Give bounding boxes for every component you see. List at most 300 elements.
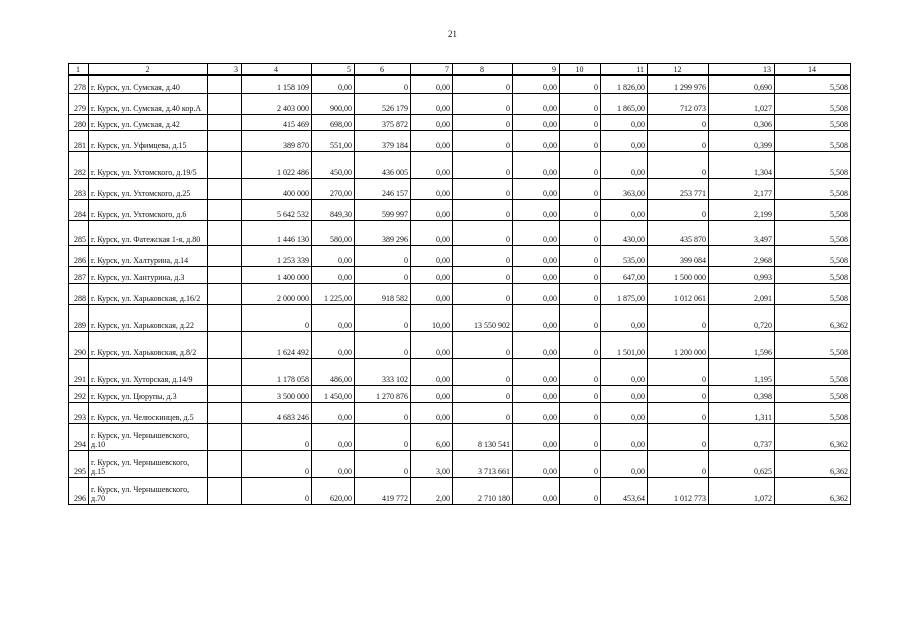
value-cell: 6,362: [775, 423, 851, 450]
value-cell: 2,00: [411, 477, 453, 504]
address-cell: г. Курск, ул. Хантурина, д.3: [89, 266, 208, 283]
value-cell: 0: [453, 93, 513, 114]
value-cell: [208, 423, 242, 450]
value-cell: 333 102: [355, 358, 411, 385]
value-cell: 0,398: [709, 385, 775, 402]
value-cell: 0,00: [411, 130, 453, 151]
value-cell: 5,508: [775, 402, 851, 423]
value-cell: 2 710 180: [453, 477, 513, 504]
table-row: [69, 114, 851, 130]
row-number: 283: [69, 178, 89, 199]
value-cell: 363,00: [601, 178, 648, 199]
value-cell: 419 772: [355, 477, 411, 504]
row-number: 286: [69, 245, 89, 266]
value-cell: 0,00: [411, 199, 453, 220]
value-cell: 0: [355, 423, 411, 450]
value-cell: 450,00: [312, 151, 355, 178]
value-cell: 0,00: [312, 304, 355, 331]
value-cell: 2 000 000: [242, 283, 312, 304]
row-number: 291: [69, 358, 89, 385]
value-cell: 0: [560, 151, 601, 178]
value-cell: 6,362: [775, 450, 851, 477]
value-cell: 0: [560, 423, 601, 450]
column-header: 7: [411, 64, 453, 76]
value-cell: 0: [648, 114, 709, 130]
value-cell: 1 400 000: [242, 266, 312, 283]
column-header: 12: [648, 64, 709, 76]
value-cell: 0,00: [601, 114, 648, 130]
value-cell: 551,00: [312, 130, 355, 151]
address-cell: г. Курск, ул. Чернышевского, д.70: [89, 477, 208, 504]
value-cell: 0: [648, 385, 709, 402]
value-cell: 0,00: [513, 423, 560, 450]
value-cell: 0: [560, 304, 601, 331]
value-cell: 0,00: [411, 385, 453, 402]
value-cell: 6,362: [775, 477, 851, 504]
value-cell: 0,737: [709, 423, 775, 450]
value-cell: 0,00: [312, 402, 355, 423]
value-cell: 0: [242, 477, 312, 504]
value-cell: 0,00: [411, 266, 453, 283]
table-row: [69, 130, 851, 151]
row-number: 287: [69, 266, 89, 283]
value-cell: 6,00: [411, 423, 453, 450]
value-cell: 0,00: [601, 402, 648, 423]
value-cell: 389 296: [355, 220, 411, 245]
address-cell: г. Курск, ул. Сумская, д.40: [89, 75, 208, 93]
value-cell: 0,00: [513, 304, 560, 331]
row-number: 279: [69, 93, 89, 114]
value-cell: 0: [560, 93, 601, 114]
value-cell: 0: [648, 423, 709, 450]
value-cell: 0: [560, 220, 601, 245]
value-cell: 3,497: [709, 220, 775, 245]
value-cell: 2 403 000: [242, 93, 312, 114]
value-cell: [208, 75, 242, 93]
value-cell: 0: [453, 283, 513, 304]
value-cell: [208, 178, 242, 199]
value-cell: 3 713 661: [453, 450, 513, 477]
row-number: 281: [69, 130, 89, 151]
value-cell: 0,00: [312, 75, 355, 93]
value-cell: 0,00: [513, 114, 560, 130]
value-cell: [208, 266, 242, 283]
row-number: 284: [69, 199, 89, 220]
value-cell: 712 073: [648, 93, 709, 114]
row-number: 292: [69, 385, 89, 402]
value-cell: 436 005: [355, 151, 411, 178]
value-cell: 620,00: [312, 477, 355, 504]
value-cell: 0,00: [513, 402, 560, 423]
value-cell: [208, 114, 242, 130]
column-header: 8: [453, 64, 513, 76]
value-cell: 1 624 492: [242, 331, 312, 358]
value-cell: 0,00: [601, 151, 648, 178]
value-cell: 0: [453, 385, 513, 402]
value-cell: 375 872: [355, 114, 411, 130]
value-cell: 0: [560, 450, 601, 477]
value-cell: 0: [560, 114, 601, 130]
value-cell: 599 997: [355, 199, 411, 220]
value-cell: 0,00: [601, 385, 648, 402]
value-cell: 0: [355, 331, 411, 358]
value-cell: 0,00: [601, 199, 648, 220]
value-cell: 1 012 773: [648, 477, 709, 504]
address-cell: г. Курск, ул. Ухтомского, д.25: [89, 178, 208, 199]
value-cell: 5,508: [775, 358, 851, 385]
value-cell: 435 870: [648, 220, 709, 245]
column-header: 6: [355, 64, 411, 76]
value-cell: 2,091: [709, 283, 775, 304]
table-row: [69, 331, 851, 358]
value-cell: 0: [453, 331, 513, 358]
value-cell: 0: [560, 178, 601, 199]
value-cell: 453,64: [601, 477, 648, 504]
value-cell: 0,625: [709, 450, 775, 477]
value-cell: 5,508: [775, 266, 851, 283]
value-cell: 5,508: [775, 199, 851, 220]
value-cell: [208, 450, 242, 477]
value-cell: 0: [453, 75, 513, 93]
value-cell: 0,00: [513, 331, 560, 358]
value-cell: 430,00: [601, 220, 648, 245]
value-cell: [208, 283, 242, 304]
value-cell: 647,00: [601, 266, 648, 283]
value-cell: 1 178 058: [242, 358, 312, 385]
value-cell: 6,362: [775, 304, 851, 331]
value-cell: 0: [453, 130, 513, 151]
value-cell: 1 253 339: [242, 245, 312, 266]
row-number: 285: [69, 220, 89, 245]
value-cell: 0: [355, 75, 411, 93]
value-cell: 5,508: [775, 331, 851, 358]
table-body: [69, 75, 851, 504]
table-row: [69, 358, 851, 385]
value-cell: 3 500 000: [242, 385, 312, 402]
value-cell: 0,00: [513, 178, 560, 199]
value-cell: 0,00: [601, 358, 648, 385]
value-cell: 0: [355, 245, 411, 266]
address-cell: г. Курск, ул. Чернышевского, д.15: [89, 450, 208, 477]
value-cell: 1 299 976: [648, 75, 709, 93]
value-cell: 5,508: [775, 178, 851, 199]
table-row: [69, 93, 851, 114]
value-cell: 0,00: [411, 220, 453, 245]
value-cell: 5 642 532: [242, 199, 312, 220]
value-cell: [208, 151, 242, 178]
value-cell: 0,00: [513, 385, 560, 402]
value-cell: 0: [242, 423, 312, 450]
row-number: 295: [69, 450, 89, 477]
column-header: 4: [242, 64, 312, 76]
value-cell: 0: [355, 402, 411, 423]
value-cell: 2,968: [709, 245, 775, 266]
value-cell: 1,195: [709, 358, 775, 385]
row-number: 282: [69, 151, 89, 178]
table-row: [69, 220, 851, 245]
value-cell: 0: [453, 199, 513, 220]
value-cell: 1 501,00: [601, 331, 648, 358]
value-cell: 1 200 000: [648, 331, 709, 358]
value-cell: 0,00: [411, 75, 453, 93]
table-row: [69, 199, 851, 220]
value-cell: 253 771: [648, 178, 709, 199]
value-cell: 0: [648, 151, 709, 178]
value-cell: 270,00: [312, 178, 355, 199]
value-cell: 1,072: [709, 477, 775, 504]
value-cell: [208, 358, 242, 385]
table-row: [69, 266, 851, 283]
value-cell: 5,508: [775, 93, 851, 114]
value-cell: 0,00: [513, 245, 560, 266]
address-cell: г. Курск, ул. Фатежская 1-я, д.80: [89, 220, 208, 245]
address-cell: г. Курск, ул. Ухтомского, д.19/5: [89, 151, 208, 178]
value-cell: 698,00: [312, 114, 355, 130]
row-number: 289: [69, 304, 89, 331]
value-cell: 0,00: [411, 93, 453, 114]
value-cell: 0: [560, 477, 601, 504]
table-row: [69, 423, 851, 450]
value-cell: 1,596: [709, 331, 775, 358]
value-cell: 0: [453, 178, 513, 199]
table-row: [69, 304, 851, 331]
value-cell: 918 582: [355, 283, 411, 304]
value-cell: 1,304: [709, 151, 775, 178]
value-cell: 1 865,00: [601, 93, 648, 114]
value-cell: 0,00: [312, 423, 355, 450]
value-cell: 389 870: [242, 130, 312, 151]
value-cell: 5,508: [775, 114, 851, 130]
column-header: 11: [601, 64, 648, 76]
row-number: 290: [69, 331, 89, 358]
address-cell: г. Курск, ул. Сумская, д.40 кор.А: [89, 93, 208, 114]
value-cell: 0: [648, 199, 709, 220]
value-cell: 0,00: [601, 423, 648, 450]
value-cell: 2,177: [709, 178, 775, 199]
value-cell: 379 184: [355, 130, 411, 151]
value-cell: 0,00: [411, 402, 453, 423]
value-cell: 0: [453, 358, 513, 385]
address-cell: г. Курск, ул. Цюрупы, д.3: [89, 385, 208, 402]
address-cell: г. Курск, ул. Халтурина, д.14: [89, 245, 208, 266]
table-row: [69, 477, 851, 504]
value-cell: 0: [560, 266, 601, 283]
value-cell: 849,30: [312, 199, 355, 220]
value-cell: 0,00: [411, 283, 453, 304]
column-header: 5: [312, 64, 355, 76]
value-cell: 0,00: [513, 283, 560, 304]
value-cell: 415 469: [242, 114, 312, 130]
value-cell: 0,00: [513, 220, 560, 245]
value-cell: 0: [560, 358, 601, 385]
table-row: [69, 402, 851, 423]
value-cell: 0,00: [513, 130, 560, 151]
table-row: [69, 245, 851, 266]
table-row: [69, 283, 851, 304]
value-cell: 535,00: [601, 245, 648, 266]
value-cell: 0,00: [513, 93, 560, 114]
value-cell: 0,306: [709, 114, 775, 130]
value-cell: 3,00: [411, 450, 453, 477]
column-header: 13: [709, 64, 775, 76]
row-number: 288: [69, 283, 89, 304]
value-cell: 0: [560, 385, 601, 402]
value-cell: [208, 220, 242, 245]
value-cell: 0: [648, 358, 709, 385]
value-cell: 0,00: [312, 266, 355, 283]
value-cell: 13 550 902: [453, 304, 513, 331]
row-number: 296: [69, 477, 89, 504]
value-cell: 0: [560, 283, 601, 304]
value-cell: 1 270 876: [355, 385, 411, 402]
address-cell: г. Курск, ул. Чернышевского, д.10: [89, 423, 208, 450]
value-cell: 0: [560, 75, 601, 93]
value-cell: 5,508: [775, 385, 851, 402]
table-row: [69, 450, 851, 477]
address-cell: г. Курск, ул. Ухтомского, д.6: [89, 199, 208, 220]
value-cell: 1 022 486: [242, 151, 312, 178]
row-number: 278: [69, 75, 89, 93]
value-cell: 0,00: [513, 358, 560, 385]
value-cell: 0,00: [411, 358, 453, 385]
value-cell: 0: [355, 450, 411, 477]
table-row: [69, 178, 851, 199]
address-cell: г. Курск, ул. Хуторская, д.14/9: [89, 358, 208, 385]
value-cell: 5,508: [775, 220, 851, 245]
value-cell: 0: [648, 402, 709, 423]
value-cell: 0,993: [709, 266, 775, 283]
value-cell: 0,399: [709, 130, 775, 151]
column-header: 3: [208, 64, 242, 76]
address-cell: г. Курск, ул. Харьковская, д.8/2: [89, 331, 208, 358]
value-cell: [208, 477, 242, 504]
value-cell: 8 130 541: [453, 423, 513, 450]
value-cell: 0,00: [513, 199, 560, 220]
value-cell: [208, 93, 242, 114]
column-header: 14: [775, 64, 851, 76]
column-header: 9: [513, 64, 560, 76]
value-cell: 0,00: [601, 304, 648, 331]
value-cell: 5,508: [775, 151, 851, 178]
value-cell: 0: [453, 220, 513, 245]
address-cell: г. Курск, ул. Сумская, д.42: [89, 114, 208, 130]
value-cell: 0,00: [312, 331, 355, 358]
value-cell: 1 012 061: [648, 283, 709, 304]
value-cell: 0: [355, 304, 411, 331]
value-cell: 0: [453, 114, 513, 130]
value-cell: 0: [560, 331, 601, 358]
value-cell: 0: [453, 402, 513, 423]
value-cell: [208, 331, 242, 358]
table-row: [69, 151, 851, 178]
value-cell: 0,00: [513, 75, 560, 93]
value-cell: 0,00: [601, 130, 648, 151]
value-cell: 0: [242, 450, 312, 477]
value-cell: 0: [453, 151, 513, 178]
value-cell: 0,00: [411, 178, 453, 199]
value-cell: [208, 130, 242, 151]
value-cell: 4 683 246: [242, 402, 312, 423]
value-cell: 1,027: [709, 93, 775, 114]
value-cell: 0,00: [312, 450, 355, 477]
value-cell: 1 158 109: [242, 75, 312, 93]
value-cell: 0: [648, 130, 709, 151]
value-cell: 10,00: [411, 304, 453, 331]
value-cell: 1 875,00: [601, 283, 648, 304]
value-cell: 0,00: [312, 245, 355, 266]
value-cell: 0: [648, 304, 709, 331]
value-cell: 0,00: [513, 477, 560, 504]
value-cell: 0: [453, 266, 513, 283]
value-cell: 0: [355, 266, 411, 283]
value-cell: 1 500 000: [648, 266, 709, 283]
value-cell: 0: [560, 402, 601, 423]
value-cell: 2,199: [709, 199, 775, 220]
value-cell: 0: [242, 304, 312, 331]
value-cell: 5,508: [775, 245, 851, 266]
value-cell: 0: [453, 245, 513, 266]
value-cell: 399 084: [648, 245, 709, 266]
value-cell: 0,00: [411, 151, 453, 178]
value-cell: 0: [560, 130, 601, 151]
value-cell: 0,00: [513, 151, 560, 178]
header-row: [69, 64, 851, 76]
value-cell: 0,00: [513, 450, 560, 477]
value-cell: 400 000: [242, 178, 312, 199]
value-cell: 5,508: [775, 283, 851, 304]
table-row: [69, 385, 851, 402]
value-cell: 0: [560, 199, 601, 220]
column-header: 2: [89, 64, 208, 76]
address-cell: г. Курск, ул. Уфимцева, д.15: [89, 130, 208, 151]
value-cell: [208, 385, 242, 402]
value-cell: [208, 199, 242, 220]
page-number: 21: [448, 29, 457, 39]
value-cell: 900,00: [312, 93, 355, 114]
value-cell: 0,720: [709, 304, 775, 331]
value-cell: 0: [560, 245, 601, 266]
row-number: 280: [69, 114, 89, 130]
value-cell: 486,00: [312, 358, 355, 385]
value-cell: 1 446 130: [242, 220, 312, 245]
value-cell: 0: [648, 450, 709, 477]
value-cell: 246 157: [355, 178, 411, 199]
value-cell: 0,00: [411, 331, 453, 358]
value-cell: 0,00: [411, 245, 453, 266]
row-number: 293: [69, 402, 89, 423]
value-cell: 1 826,00: [601, 75, 648, 93]
value-cell: 0,00: [513, 266, 560, 283]
value-cell: 0,00: [411, 114, 453, 130]
address-cell: г. Курск, ул. Харьковская, д.16/2: [89, 283, 208, 304]
value-cell: 0,690: [709, 75, 775, 93]
table-row: [69, 75, 851, 93]
address-cell: г. Курск, ул. Харьковская, д.22: [89, 304, 208, 331]
value-cell: 5,508: [775, 75, 851, 93]
value-cell: [208, 402, 242, 423]
address-cell: г. Курск, ул. Челюскинцев, д.5: [89, 402, 208, 423]
data-table: [68, 63, 851, 505]
value-cell: 1 450,00: [312, 385, 355, 402]
value-cell: [208, 304, 242, 331]
column-header: 1: [69, 64, 89, 76]
value-cell: [208, 245, 242, 266]
value-cell: 5,508: [775, 130, 851, 151]
value-cell: 1,311: [709, 402, 775, 423]
value-cell: 526 179: [355, 93, 411, 114]
column-header: 10: [560, 64, 601, 76]
value-cell: 580,00: [312, 220, 355, 245]
